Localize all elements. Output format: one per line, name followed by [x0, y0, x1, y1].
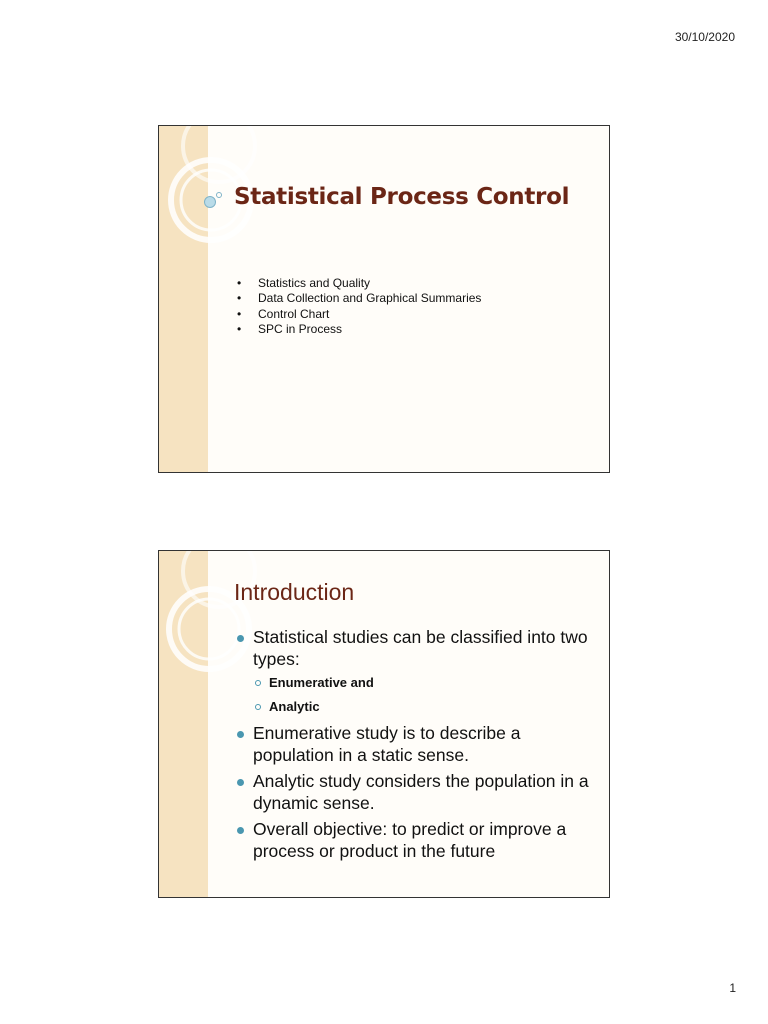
header-date: 30/10/2020: [674, 30, 735, 44]
slide-2: [158, 550, 610, 898]
sub-bullet-icon: [255, 680, 261, 686]
bullet-dot-icon: [237, 635, 244, 642]
bullet-text: Statistical studies can be classified into two types:: [253, 627, 588, 669]
list-item: [237, 771, 602, 814]
sub-bullet-text: Enumerative and: [269, 675, 374, 690]
list-item: • Data Collection and Graphical Summaries: [237, 291, 481, 306]
bullet-dot-icon: [237, 731, 244, 738]
sub-bullet-text: Analytic: [269, 699, 320, 714]
list-item: • Statistics and Quality: [237, 276, 481, 291]
slide-2-content: [237, 627, 602, 867]
bullet-dot-icon: [237, 827, 244, 834]
bullet-text: Overall objective: to predict or improve a process or product in the future: [253, 819, 567, 861]
bullet-text: Analytic study considers the population in a dynamic sense.: [253, 771, 589, 813]
sub-list-item: [237, 675, 602, 691]
list-item: [237, 819, 602, 862]
bullet-text: Enumerative study is to describe a population in a static sense.: [253, 723, 521, 765]
list-item: • Control Chart: [237, 307, 481, 322]
slide-2-title: Introduction: [234, 579, 355, 605]
slide-1: [158, 125, 610, 473]
sub-bullet-icon: [255, 704, 261, 710]
page-number: 1: [729, 981, 736, 995]
slide-1-title: Statistical Process Control: [234, 184, 570, 210]
slide-1-bullet-list: [237, 276, 481, 337]
list-item: [237, 627, 602, 670]
list-item: [237, 723, 602, 766]
bullet-dot-icon: [237, 779, 244, 786]
list-item: • SPC in Process: [237, 322, 481, 337]
sub-list-item: [237, 699, 602, 715]
